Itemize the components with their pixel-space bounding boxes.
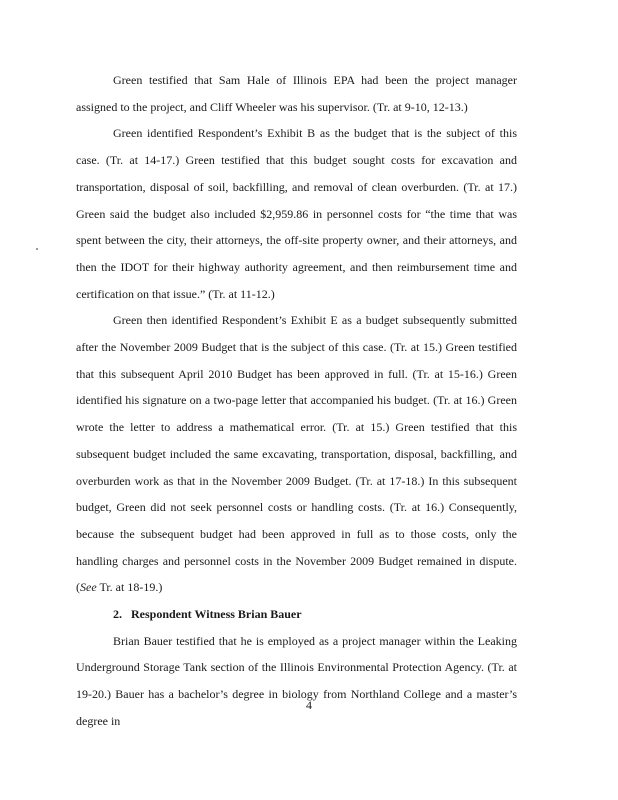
paragraph-text: Green then identified Respondent’s Exhibit E as a budget subsequently submitted after the November 2009 Budget that is the subject of this case. (Tr. at 15.) Green testified that this subsequent April 2010 Budget has been approved in full. (Tr. at 15-16.) Green identified his signature on a two-page letter that accompanied his budget. (Tr. at 16.) Green wrote the letter to address a mathematical error. (Tr. at 15.) Green testified that this subsequent budget included the same excavating, transportation, disposal, backfilling, and overburden work as that in the November 2009 Budget. (Tr. at 17-18.) In this subsequent budget, Green did not seek personnel costs or handling costs. (Tr. at 16.) Consequently, because the subsequent budget had been approved in full as to those costs, only the handling charges and personnel costs in the November 2009 Budget remained in dispute. (: [76, 313, 517, 595]
section-heading: [76, 601, 517, 628]
section-number: 2.: [113, 607, 122, 622]
paragraph-bauer-testimony: [76, 628, 517, 735]
paragraph-project-manager: [76, 67, 517, 120]
paragraph-text: Brian Bauer testified that he is employed as a project manager within the Leaking Underground Storage Tank section of the Illinois Environmental Protection Agency. (Tr. at 19-20.) Bauer has a bachelor’s degree in biology from Northland College and a master’s degree in: [76, 633, 517, 728]
citation-signal-see: See: [80, 580, 97, 595]
paragraph-exhibit-e-budget: [76, 307, 517, 601]
section-title: Respondent Witness Brian Bauer: [131, 607, 302, 622]
document-body: [76, 67, 517, 735]
paragraph-exhibit-b-budget: [76, 120, 517, 307]
paragraph-text: Green identified Respondent’s Exhibit B as the budget that is the subject of this case. (Tr. at 14-17.) Green testified that this budget sought costs for excavation and transportation, disposal of soil, backfilling, and removal of clean overburden. (Tr. at 17.) Green said the budget also included $2,959.86 in personnel costs for “the time that was spent between the city, their attorneys, the off-site property owner, and their attorneys, and then the IDOT for their highway authority agreement, and then reimbursement time and certification on that issue.” (Tr. at 11-12.): [76, 126, 517, 301]
paragraph-text-end: Tr. at 18-19.): [96, 580, 163, 595]
page-number: 4: [306, 698, 312, 712]
margin-speck: [36, 248, 38, 250]
paragraph-text: Green testified that Sam Hale of Illinois EPA had been the project manager assigned to the project, and Cliff Wheeler was his supervisor. (Tr. at 9-10, 12-13.): [76, 73, 517, 114]
